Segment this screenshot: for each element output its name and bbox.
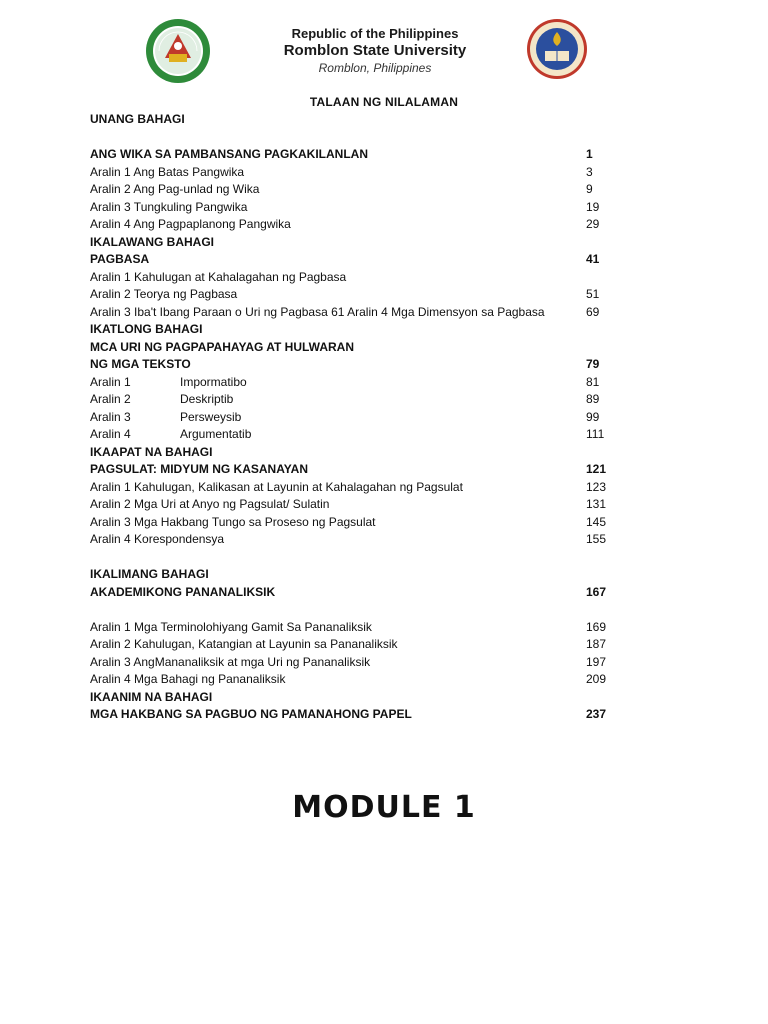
- toc-entry-page-number: 111: [586, 427, 605, 441]
- toc-entry-page-number: 81: [586, 374, 600, 389]
- toc-entry-page-number: 167: [586, 584, 607, 599]
- toc-entry-label: IKAANIM NA BAHAGI: [90, 689, 213, 704]
- toc-entry: [90, 584, 630, 602]
- toc-entry: [90, 391, 630, 409]
- toc-entry-label: Aralin 1 Mga Terminolohiyang Gamit Sa Pananaliksik: [90, 619, 372, 634]
- toc-entry-topic: Deskriptib: [180, 392, 234, 406]
- toc-entry-label: Aralin 2 Kahulugan, Katangian at Layunin sa Pananaliksik: [90, 637, 398, 651]
- toc-entry-page-number: 41: [586, 252, 600, 266]
- toc-entry: [90, 689, 630, 707]
- toc-entry: [90, 181, 630, 199]
- university-name: Romblon State University: [283, 42, 467, 59]
- toc-entry-page-number: 237: [586, 707, 607, 721]
- toc-entry-label: Aralin 3 Mga Hakbang Tungo sa Proseso ng Pagsulat: [90, 514, 376, 529]
- toc-entry-page-number: 1: [586, 147, 593, 161]
- toc-entry-page-number: 89: [586, 392, 600, 406]
- toc-entry-label: IKALAWANG BAHAGI: [90, 234, 214, 249]
- toc-entry-label: Aralin 4: [90, 427, 131, 441]
- toc-entry: [90, 671, 630, 689]
- toc-entry-label: UNANG BAHAGI: [90, 112, 185, 126]
- toc-entry: [90, 444, 630, 462]
- toc-entry-page-number: 145: [586, 514, 607, 529]
- toc-entry: [90, 409, 630, 427]
- module-title: MODULE 1: [292, 790, 476, 825]
- university-location: Romblon, Philippines: [318, 61, 432, 75]
- toc-entry-label: IKAAPAT NA BAHAGI: [90, 444, 213, 459]
- toc-entry: [90, 636, 630, 654]
- toc-entry: [90, 269, 630, 287]
- toc-spacer: [90, 549, 630, 567]
- toc-entry-label: MGA HAKBANG SA PAGBUO NG PAMANAHONG PAPEL: [90, 707, 412, 721]
- university-seal-left-icon: [145, 18, 211, 84]
- toc-entry-label: PAGSULAT: MIDYUM NG KASANAYAN: [90, 462, 309, 476]
- toc-entry-label: Aralin 4 Mga Bahagi ng Pananaliksik: [90, 672, 286, 686]
- toc-entry-label: Aralin 3 Iba't Ibang Paraan o Uri ng Pagbasa 61 Aralin 4 Mga Dimensyon sa Pagbasa: [90, 304, 545, 319]
- toc-entry: [90, 304, 630, 322]
- toc-entry: [90, 339, 630, 357]
- toc-entry-page-number: 197: [586, 654, 607, 669]
- toc-entry-label: MCA URI NG PAGPAPAHAYAG AT HULWARAN: [90, 339, 355, 354]
- toc-entry: [90, 111, 630, 129]
- toc-entry-label: ANG WIKA SA PAMBANSANG PAGKAKILANLAN: [90, 147, 368, 161]
- toc-entry: [90, 426, 630, 444]
- toc-entry-label: Aralin 1 Ang Batas Pangwika: [90, 164, 245, 179]
- toc-entry-label: Aralin 2 Ang Pag-unlad ng Wika: [90, 182, 260, 196]
- toc-entry: [90, 321, 630, 339]
- toc-entry-label: PAGBASA: [90, 252, 150, 266]
- toc-entry-page-number: 209: [586, 672, 607, 686]
- toc-entry: [90, 461, 630, 479]
- toc-entry: [90, 514, 630, 532]
- toc-entry-page-number: 3: [586, 164, 593, 179]
- toc-entry-label: Aralin 3 AngMananaliksik at mga Uri ng Pananaliksik: [90, 654, 371, 669]
- toc-entry: [90, 251, 630, 269]
- toc-entry-label: Aralin 1: [90, 374, 131, 389]
- toc-spacer: [90, 601, 630, 619]
- toc-entry-label: Aralin 2 Mga Uri at Anyo ng Pagsulat/ Sulatin: [90, 497, 330, 511]
- toc-entry-page-number: 79: [586, 357, 600, 371]
- toc-entry-label: NG MGA TEKSTO: [90, 357, 191, 371]
- toc-entry: [90, 356, 630, 374]
- toc-entry-page-number: 69: [586, 304, 600, 319]
- toc-entry-page-number: 29: [586, 217, 600, 231]
- letterhead: [230, 26, 520, 76]
- toc-entry-label: IKALIMANG BAHAGI: [90, 567, 209, 581]
- toc-entry: [90, 234, 630, 252]
- toc-entry-page-number: 19: [586, 199, 600, 214]
- toc-entry-page-number: 51: [586, 287, 600, 301]
- toc-entry-page-number: 99: [586, 409, 600, 424]
- toc-entry-label: Aralin 3: [90, 409, 131, 424]
- toc-entry-topic: Persweysib: [180, 409, 242, 424]
- toc-spacer: [90, 129, 630, 147]
- toc-entry-label: Aralin 1 Kahulugan, Kalikasan at Layunin at Kahalagahan ng Pagsulat: [90, 479, 463, 494]
- toc-entry: [90, 619, 630, 637]
- toc-entry-page-number: 169: [586, 619, 607, 634]
- toc-entry: [90, 566, 630, 584]
- toc-entry-page-number: 187: [586, 637, 607, 651]
- toc-entry: [90, 374, 630, 392]
- toc-entry-topic: Argumentatib: [180, 427, 252, 441]
- toc-entry: [90, 286, 630, 304]
- toc-entry-topic: Impormatibo: [180, 374, 247, 389]
- toc-entry-label: Aralin 2: [90, 392, 131, 406]
- toc-entry-label: Aralin 2 Teorya ng Pagbasa: [90, 287, 238, 301]
- republic-line: Republic of the Philippines: [291, 26, 459, 41]
- toc-entry: [90, 654, 630, 672]
- toc-entry-label: Aralin 1 Kahulugan at Kahalagahan ng Pagbasa: [90, 269, 347, 284]
- toc-entry: [90, 216, 630, 234]
- toc-entry: [90, 479, 630, 497]
- toc-entry-label: Aralin 4 Korespondensya: [90, 532, 225, 546]
- toc-entry-page-number: 9: [586, 182, 593, 196]
- document-title: TALAAN NG NILALAMAN: [309, 95, 459, 109]
- table-of-contents: [90, 111, 630, 724]
- toc-entry: [90, 706, 630, 724]
- toc-entry-page-number: 123: [586, 479, 607, 494]
- toc-entry-page-number: 155: [586, 532, 607, 546]
- toc-entry-label: Aralin 3 Tungkuling Pangwika: [90, 199, 248, 214]
- toc-entry: [90, 164, 630, 182]
- toc-entry-label: AKADEMIKONG PANANALIKSIK: [90, 584, 276, 599]
- toc-entry-label: Aralin 4 Ang Pagpaplanong Pangwika: [90, 217, 291, 231]
- toc-entry-page-number: 131: [586, 497, 607, 511]
- toc-entry-label: IKATLONG BAHAGI: [90, 322, 203, 336]
- university-seal-right-icon: [526, 18, 588, 80]
- toc-entry: [90, 146, 630, 164]
- toc-entry: [90, 496, 630, 514]
- toc-entry-page-number: 121: [586, 462, 607, 476]
- toc-entry: [90, 531, 630, 549]
- toc-entry: [90, 199, 630, 217]
